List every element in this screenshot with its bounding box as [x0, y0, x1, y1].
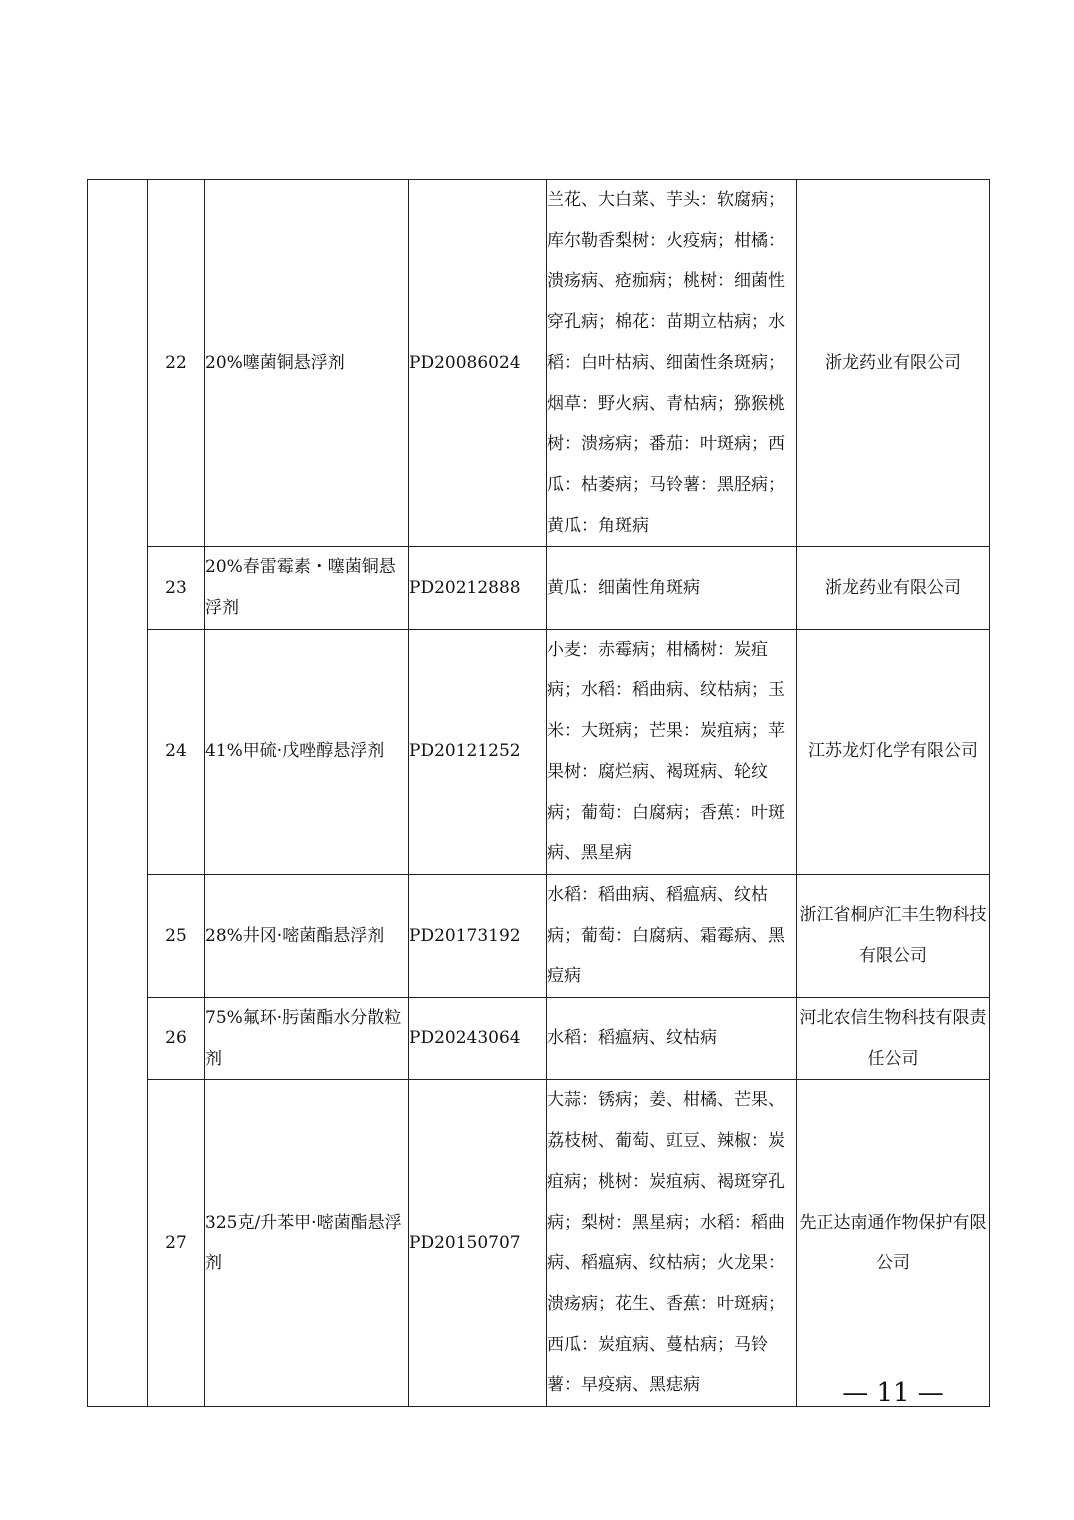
- registration-number: PD20121252: [409, 629, 547, 874]
- table-row: [88, 1080, 990, 1407]
- table-row: [88, 180, 990, 547]
- product-name: 20%春雷霉素・噻菌铜悬浮剂: [205, 547, 409, 629]
- product-name: 41%甲硫·戊唑醇悬浮剂: [205, 629, 409, 874]
- company-name: 浙江省桐庐汇丰生物科技有限公司: [797, 874, 990, 997]
- product-name: 325克/升苯甲·嘧菌酯悬浮剂: [205, 1080, 409, 1407]
- product-name: 28%井冈·嘧菌酯悬浮剂: [205, 874, 409, 997]
- registration-number: PD20243064: [409, 998, 547, 1080]
- category-cell: [88, 180, 148, 1407]
- use-scope: 兰花、大白菜、芋头：软腐病；库尔勒香梨树：火疫病；柑橘：溃疡病、疮痂病；桃树：细菌性穿孔病；棉花：苗期立枯病；水稻：白叶枯病、细菌性条斑病；烟草：野火病、青枯病；猕猴桃树：溃疡病；番茄：叶斑病；西瓜：枯萎病；马铃薯：黑胫病；黄瓜：角斑病: [547, 180, 797, 547]
- registration-number: PD20150707: [409, 1080, 547, 1407]
- use-scope: 大蒜：锈病；姜、柑橘、芒果、荔枝树、葡萄、豇豆、辣椒：炭疽病；桃树：炭疽病、褐斑穿孔病；梨树：黑星病；水稻：稻曲病、稻瘟病、纹枯病；火龙果：溃疡病；花生、香蕉：叶斑病；西瓜：炭疽病、蔓枯病；马铃薯：早疫病、黑痣病: [547, 1080, 797, 1407]
- company-name: 河北农信生物科技有限责任公司: [797, 998, 990, 1080]
- table-row: [88, 629, 990, 874]
- row-number: 23: [148, 547, 205, 629]
- table-row: [88, 998, 990, 1080]
- company-name: 江苏龙灯化学有限公司: [797, 629, 990, 874]
- registration-number: PD20173192: [409, 874, 547, 997]
- company-name: 浙龙药业有限公司: [797, 180, 990, 547]
- product-name: 20%噻菌铜悬浮剂: [205, 180, 409, 547]
- company-name: 浙龙药业有限公司: [797, 547, 990, 629]
- company-name: 先正达南通作物保护有限公司: [797, 1080, 990, 1407]
- registration-table: [87, 179, 990, 1407]
- use-scope: 小麦：赤霉病；柑橘树：炭疽病；水稻：稻曲病、纹枯病；玉米：大斑病；芒果：炭疽病；苹果树：腐烂病、褐斑病、轮纹病；葡萄：白腐病；香蕉：叶斑病、黑星病: [547, 629, 797, 874]
- page-number: — 11 —: [842, 1378, 944, 1408]
- table-row: [88, 547, 990, 629]
- product-name: 75%氟环·肟菌酯水分散粒剂: [205, 998, 409, 1080]
- use-scope: 黄瓜：细菌性角斑病: [547, 547, 797, 629]
- row-number: 25: [148, 874, 205, 997]
- row-number: 26: [148, 998, 205, 1080]
- use-scope: 水稻：稻瘟病、纹枯病: [547, 998, 797, 1080]
- registration-number: PD20086024: [409, 180, 547, 547]
- registration-number: PD20212888: [409, 547, 547, 629]
- row-number: 24: [148, 629, 205, 874]
- row-number: 27: [148, 1080, 205, 1407]
- row-number: 22: [148, 180, 205, 547]
- use-scope: 水稻：稻曲病、稻瘟病、纹枯病；葡萄：白腐病、霜霉病、黑痘病: [547, 874, 797, 997]
- table-row: [88, 874, 990, 997]
